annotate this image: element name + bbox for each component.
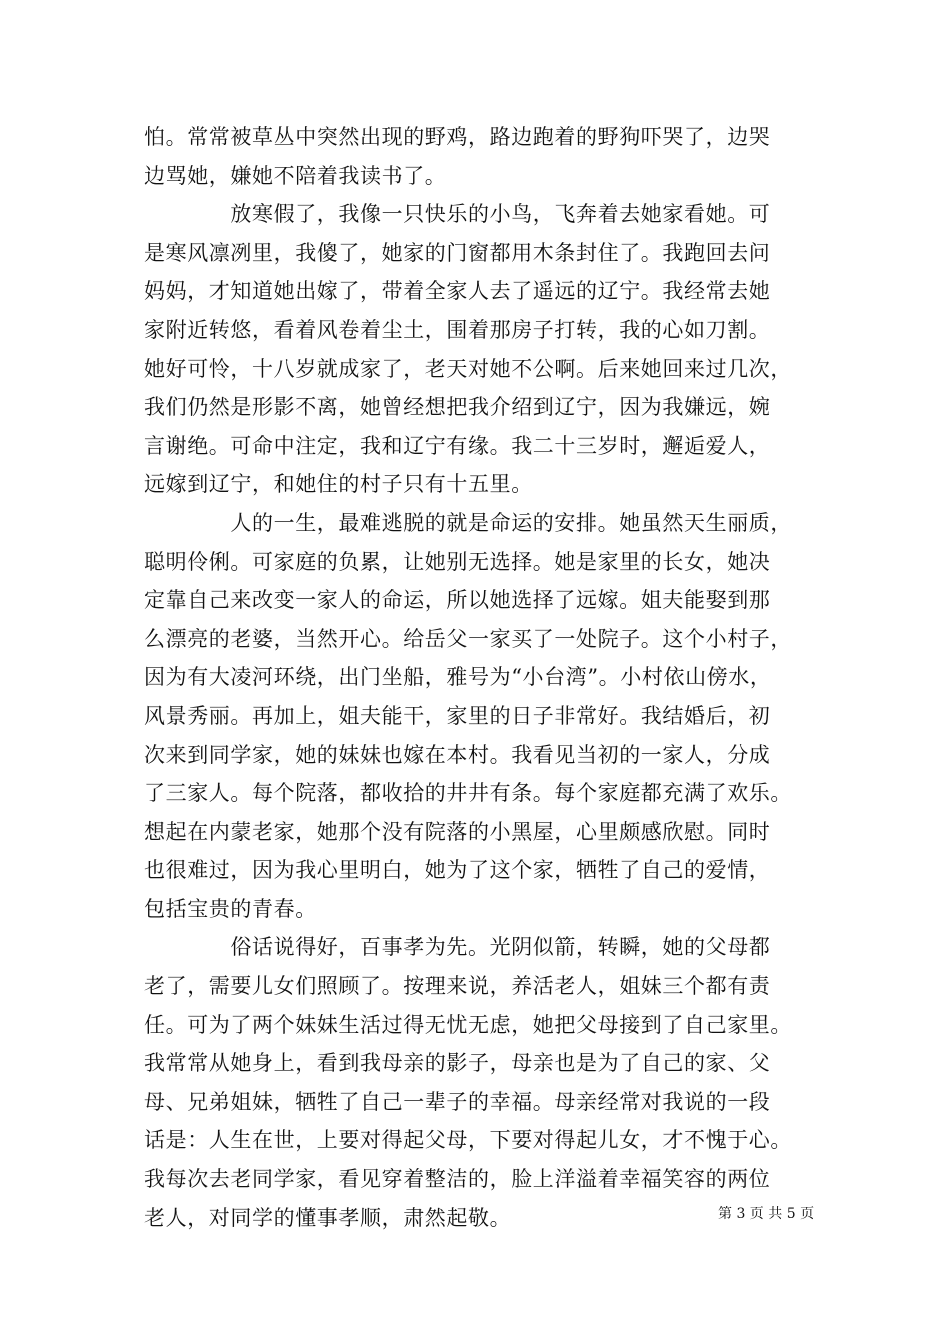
text-line: 妈妈，才知道她出嫁了，带着全家人去了遥远的辽宁。我经常去她 (144, 279, 771, 304)
text-line: 想起在内蒙老家，她那个没有院落的小黑屋，心里颇感欣慰。同时 (144, 819, 771, 844)
text-line: 么漂亮的老婆，当然开心。给岳父一家买了一处院子。这个小村子， (144, 626, 792, 651)
text-line: 放寒假了，我像一只快乐的小鸟，飞奔着去她家看她。可 (144, 202, 771, 227)
text-line: 我们仍然是形影不离，她曾经想把我介绍到辽宁，因为我嫌远，婉 (144, 395, 771, 420)
text-line: 家附近转悠，看着风卷着尘土，围着那房子打转，我的心如刀割。 (144, 317, 771, 342)
text-line: 包括宝贵的青春。 (144, 896, 317, 921)
text-line: 风景秀丽。再加上，姐夫能干，家里的日子非常好。我结婚后，初 (144, 703, 771, 728)
text-line: 远嫁到辽宁，和她住的村子只有十五里。 (144, 472, 533, 497)
text-line: 了三家人。每个院落，都收拾的井井有条。每个家庭都充满了欢乐。 (144, 781, 792, 806)
text-line: 聪明伶俐。可家庭的负累，让她别无选择。她是家里的长女，她决 (144, 549, 771, 574)
text-line: 任。可为了两个妹妹生活过得无忧无虑，她把父母接到了自己家里。 (144, 1012, 792, 1037)
text-line: 母、兄弟姐妹，牺牲了自己一辈子的幸福。母亲经常对我说的一段 (144, 1089, 771, 1114)
body-text (144, 118, 834, 1237)
text-line: 我常常从她身上，看到我母亲的影子，母亲也是为了自己的家、父 (144, 1051, 771, 1076)
text-line: 老了，需要儿女们照顾了。按理来说，养活老人，姐妹三个都有责 (144, 974, 771, 999)
text-line: 她好可怜，十八岁就成家了，老天对她不公啊。后来她回来过几次， (144, 356, 792, 381)
text-line: 老人，对同学的懂事孝顺，肃然起敬。 (144, 1205, 512, 1230)
text-line: 俗话说得好，百事孝为先。光阴似箭，转瞬，她的父母都 (144, 935, 771, 960)
text-line: 话是：人生在世，上要对得起父母，下要对得起儿女，才不愧于心。 (144, 1128, 792, 1153)
text-line: 边骂她，嫌她不陪着我读书了。 (144, 163, 447, 188)
text-line: 也很难过，因为我心里明白，她为了这个家，牺牲了自己的爱情， (144, 858, 771, 883)
text-line: 我每次去老同学家，看见穿着整洁的，脸上洋溢着幸福笑容的两位 (144, 1167, 771, 1192)
text-line: 次来到同学家，她的妹妹也嫁在本村。我看见当初的一家人，分成 (144, 742, 771, 767)
text-line: 怕。常常被草丛中突然出现的野鸡，路边跑着的野狗吓哭了，边哭 (144, 125, 771, 149)
page-number: 第 3 页 共 5 页 (718, 1206, 815, 1222)
text-line: 人的一生，最难逃脱的就是命运的安排。她虽然天生丽质， (144, 510, 792, 535)
text-line: 定靠自己来改变一家人的命运，所以她选择了远嫁。姐夫能娶到那 (144, 588, 771, 613)
text-line: 因为有大凌河环绕，出门坐船，雅号为“小台湾”。小村依山傍水， (144, 665, 772, 690)
text-line: 是寒风凛冽里，我傻了，她家的门窗都用木条封住了。我跑回去问 (144, 240, 771, 265)
text-line: 言谢绝。可命中注定，我和辽宁有缘。我二十三岁时，邂逅爱人， (144, 433, 771, 458)
